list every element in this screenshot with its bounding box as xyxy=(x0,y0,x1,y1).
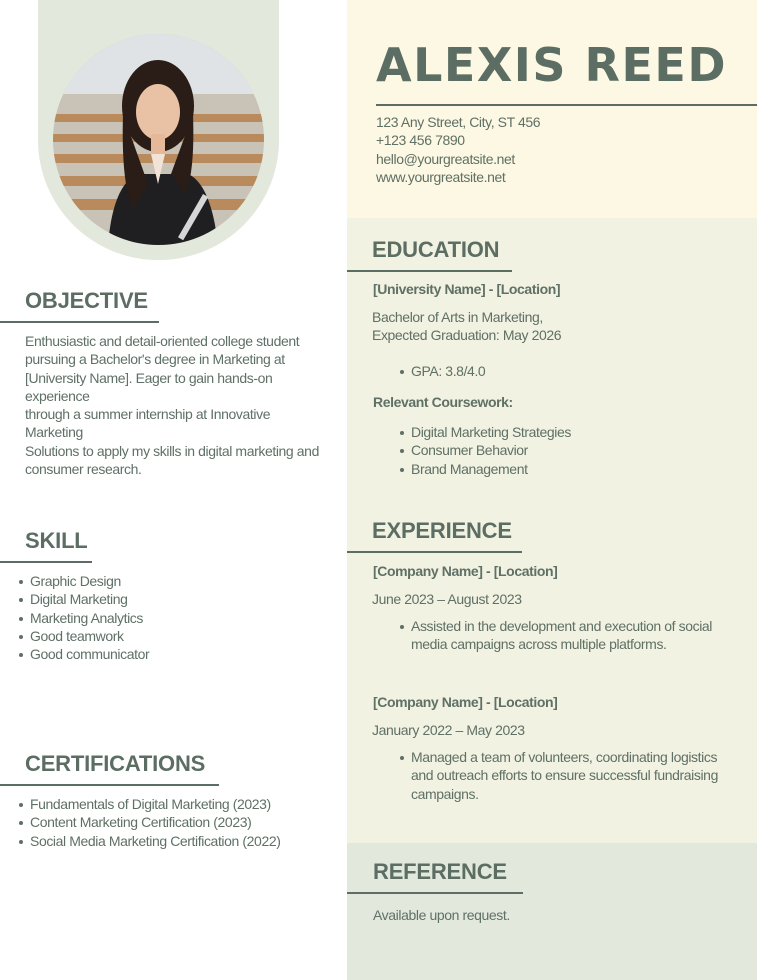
job-duties xyxy=(381,748,741,803)
duty-line: Assisted in the development and execution of social xyxy=(411,618,713,634)
objective-text xyxy=(25,332,325,478)
contact-address: 123 Any Street, City, ST 456 xyxy=(376,114,541,130)
objective-line: pursuing a Bachelor's degree in Marketing at xyxy=(25,351,285,368)
list-item: Brand Management xyxy=(411,460,571,478)
reference-text: Available upon request. xyxy=(373,907,510,923)
list-item: Digital Marketing xyxy=(30,590,149,608)
experience-heading: EXPERIENCE xyxy=(372,518,512,543)
certifications-rule xyxy=(0,784,219,786)
objective-rule xyxy=(0,321,159,323)
objective-line: [University Name]. Eager to gain hands-on experience xyxy=(25,369,273,404)
list-item: Consumer Behavior xyxy=(411,441,571,459)
objective-line: consumer research. xyxy=(25,461,142,478)
list-item xyxy=(411,748,741,803)
education-rule xyxy=(347,270,512,272)
coursework-heading: Relevant Coursework: xyxy=(373,394,513,410)
list-item: Good communicator xyxy=(30,646,150,663)
contact-phone: +123 456 7890 xyxy=(376,132,465,149)
duty-line: and outreach efforts to ensure successful fundraising xyxy=(411,767,718,784)
job-duties xyxy=(381,617,741,654)
list-item: Graphic Design xyxy=(30,572,149,590)
objective-line: Solutions to apply my skills in digital marketing and xyxy=(25,442,319,459)
reference-heading: REFERENCE xyxy=(373,859,507,884)
objective-heading: OBJECTIVE xyxy=(25,288,148,313)
list-item: Social Media Marketing Certification (2022) xyxy=(30,832,281,849)
education-heading: EDUCATION xyxy=(372,237,500,262)
skill-heading: SKILL xyxy=(25,528,88,553)
duty-line: media campaigns across multiple platforms. xyxy=(411,636,667,653)
list-item: Content Marketing Certification (2023) xyxy=(30,813,280,831)
list-item: Fundamentals of Digital Marketing (2023) xyxy=(30,795,280,813)
experience-rule xyxy=(347,551,522,553)
duty-line: campaigns. xyxy=(411,785,479,802)
gpa-list xyxy=(381,362,485,380)
name-rule xyxy=(376,104,757,106)
reference-rule xyxy=(347,892,523,894)
education-degree xyxy=(372,308,561,345)
job-company: [Company Name] - [Location] xyxy=(373,563,558,579)
job-dates: January 2022 – May 2023 xyxy=(372,722,525,738)
education-school: [University Name] - [Location] xyxy=(373,281,561,297)
contact-block xyxy=(376,113,540,186)
candidate-name: ALEXIS REED xyxy=(376,38,728,92)
objective-line: through a summer internship at Innovative Marketing xyxy=(25,406,271,441)
skill-rule xyxy=(0,561,92,563)
profile-photo xyxy=(53,34,264,245)
certifications-list xyxy=(0,795,280,850)
certifications-heading: CERTIFICATIONS xyxy=(25,751,206,776)
list-item: Good teamwork xyxy=(30,627,149,645)
list-item: Marketing Analytics xyxy=(30,609,149,627)
objective-line: Enthusiastic and detail-oriented college student xyxy=(25,333,300,349)
list-item: Digital Marketing Strategies xyxy=(411,424,571,440)
degree-line: Bachelor of Arts in Marketing, xyxy=(372,309,543,325)
list-item xyxy=(411,617,741,654)
contact-email: hello@yourgreatsite.net xyxy=(376,150,515,167)
contact-website: www.yourgreatsite.net xyxy=(376,168,506,185)
skill-list xyxy=(0,572,149,663)
job-dates: June 2023 – August 2023 xyxy=(372,591,522,607)
duty-line: Managed a team of volunteers, coordinating logistics xyxy=(411,749,718,765)
coursework-list xyxy=(381,423,571,478)
job-company: [Company Name] - [Location] xyxy=(373,694,558,710)
list-item: GPA: 3.8/4.0 xyxy=(411,363,486,379)
graduation-line: Expected Graduation: May 2026 xyxy=(372,327,562,344)
